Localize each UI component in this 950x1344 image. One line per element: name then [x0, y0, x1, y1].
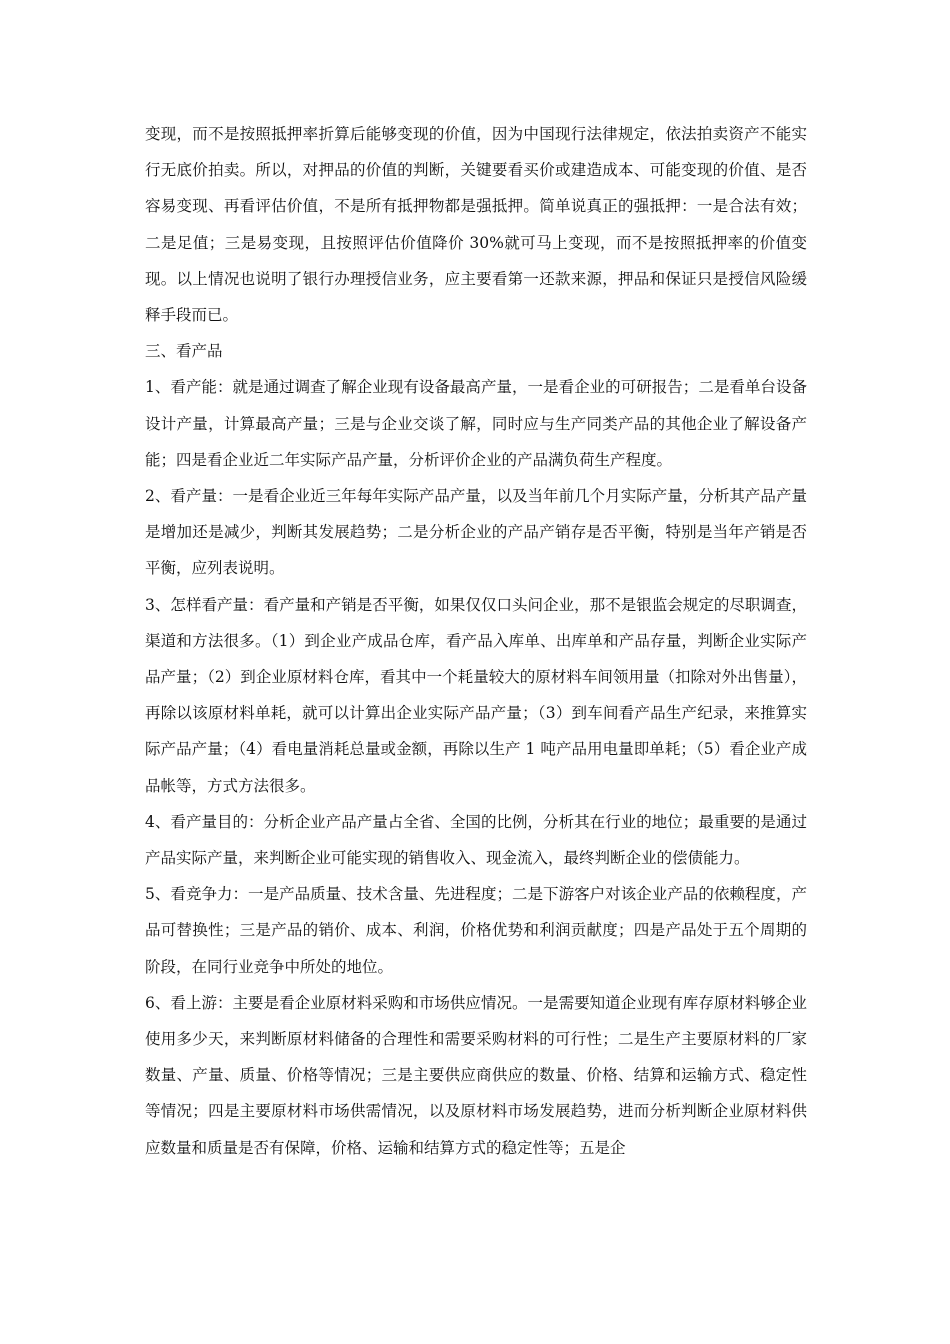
document-body — [145, 116, 807, 1166]
paragraph-output-purpose: 4、看产量目的：分析企业产品产量占全省、全国的比例，分析其在行业的地位；最重要的是通过产品实际产量，来判断企业可能实现的销售收入、现金流入，最终判断企业的偿债能力。 — [145, 812, 807, 868]
section-heading-products: 三、看产品 — [145, 342, 223, 361]
paragraph-how-to-check-output: 3、怎样看产量：看产量和产销是否平衡，如果仅仅口头问企业，那不是银监会规定的尽职调查，渠道和方法很多。（1）到企业产成品仓库，看产品入库单、出库单和产品存量，判断企业实际产品产量；（2）到企业原材料仓库，看其中一个耗量较大的原材料车间领用量（扣除对外出售量），再除以该原材料单耗，就可以计算出企业实际产品产量；（3）到车间看产品生产纪录，来推算实际产品产量；（4）看电量消耗总量或金额，再除以生产 1 吨产品用电量即单耗；（5）看企业产成品帐等，方式方法很多。 — [145, 595, 807, 795]
paragraph-capacity: 1、看产能：就是通过调查了解企业现有设备最高产量，一是看企业的可研报告；二是看单台设备设计产量，计算最高产量；三是与企业交谈了解，同时应与生产同类产品的其他企业了解设备产能；四是看企业近二年实际产品产量，分析评价企业的产品满负荷生产程度。 — [145, 378, 807, 469]
paragraph-output: 2、看产量：一是看企业近三年每年实际产品产量，以及当年前几个月实际产量，分析其产品产量是增加还是减少，判断其发展趋势；二是分析企业的产品产销存是否平衡，特别是当年产销是否平衡，应列表说明。 — [145, 487, 807, 578]
paragraph-upstream: 6、看上游：主要是看企业原材料采购和市场供应情况。一是需要知道企业现有库存原材料够企业使用多少天，来判断原材料储备的合理性和需要采购材料的可行性；二是生产主要原材料的厂家数量、产量、质量、价格等情况；三是主要供应商供应的数量、价格、结算和运输方式、稳定性等情况；四是主要原材料市场供需情况，以及原材料市场发展趋势，进而分析判断企业原材料供应数量和质量是否有保障，价格、运输和结算方式的稳定性等；五是企 — [145, 993, 807, 1157]
paragraph-collateral-conclusion: 变现，而不是按照抵押率折算后能够变现的价值，因为中国现行法律规定，依法拍卖资产不能实行无底价拍卖。所以，对押品的价值的判断，关键要看买价或建造成本、可能变现的价值、是否容易变现、再看评估价值，不是所有抵押物都是强抵押。简单说真正的强抵押：一是合法有效；二是足值；三是易变现，且按照评估价值降价 30%就可马上变现，而不是按照抵押率的价值变现。以上情况也说明了银行办理授信业务，应主要看第一还款来源，押品和保证只是授信风险缓释手段而已。 — [145, 125, 807, 325]
paragraph-competitiveness: 5、看竞争力：一是产品质量、技术含量、先进程度；二是下游客户对该企业产品的依赖程度，产品可替换性；三是产品的销价、成本、利润，价格优势和利润贡献度；四是产品处于五个周期的阶段，在同行业竞争中所处的地位。 — [145, 885, 807, 976]
